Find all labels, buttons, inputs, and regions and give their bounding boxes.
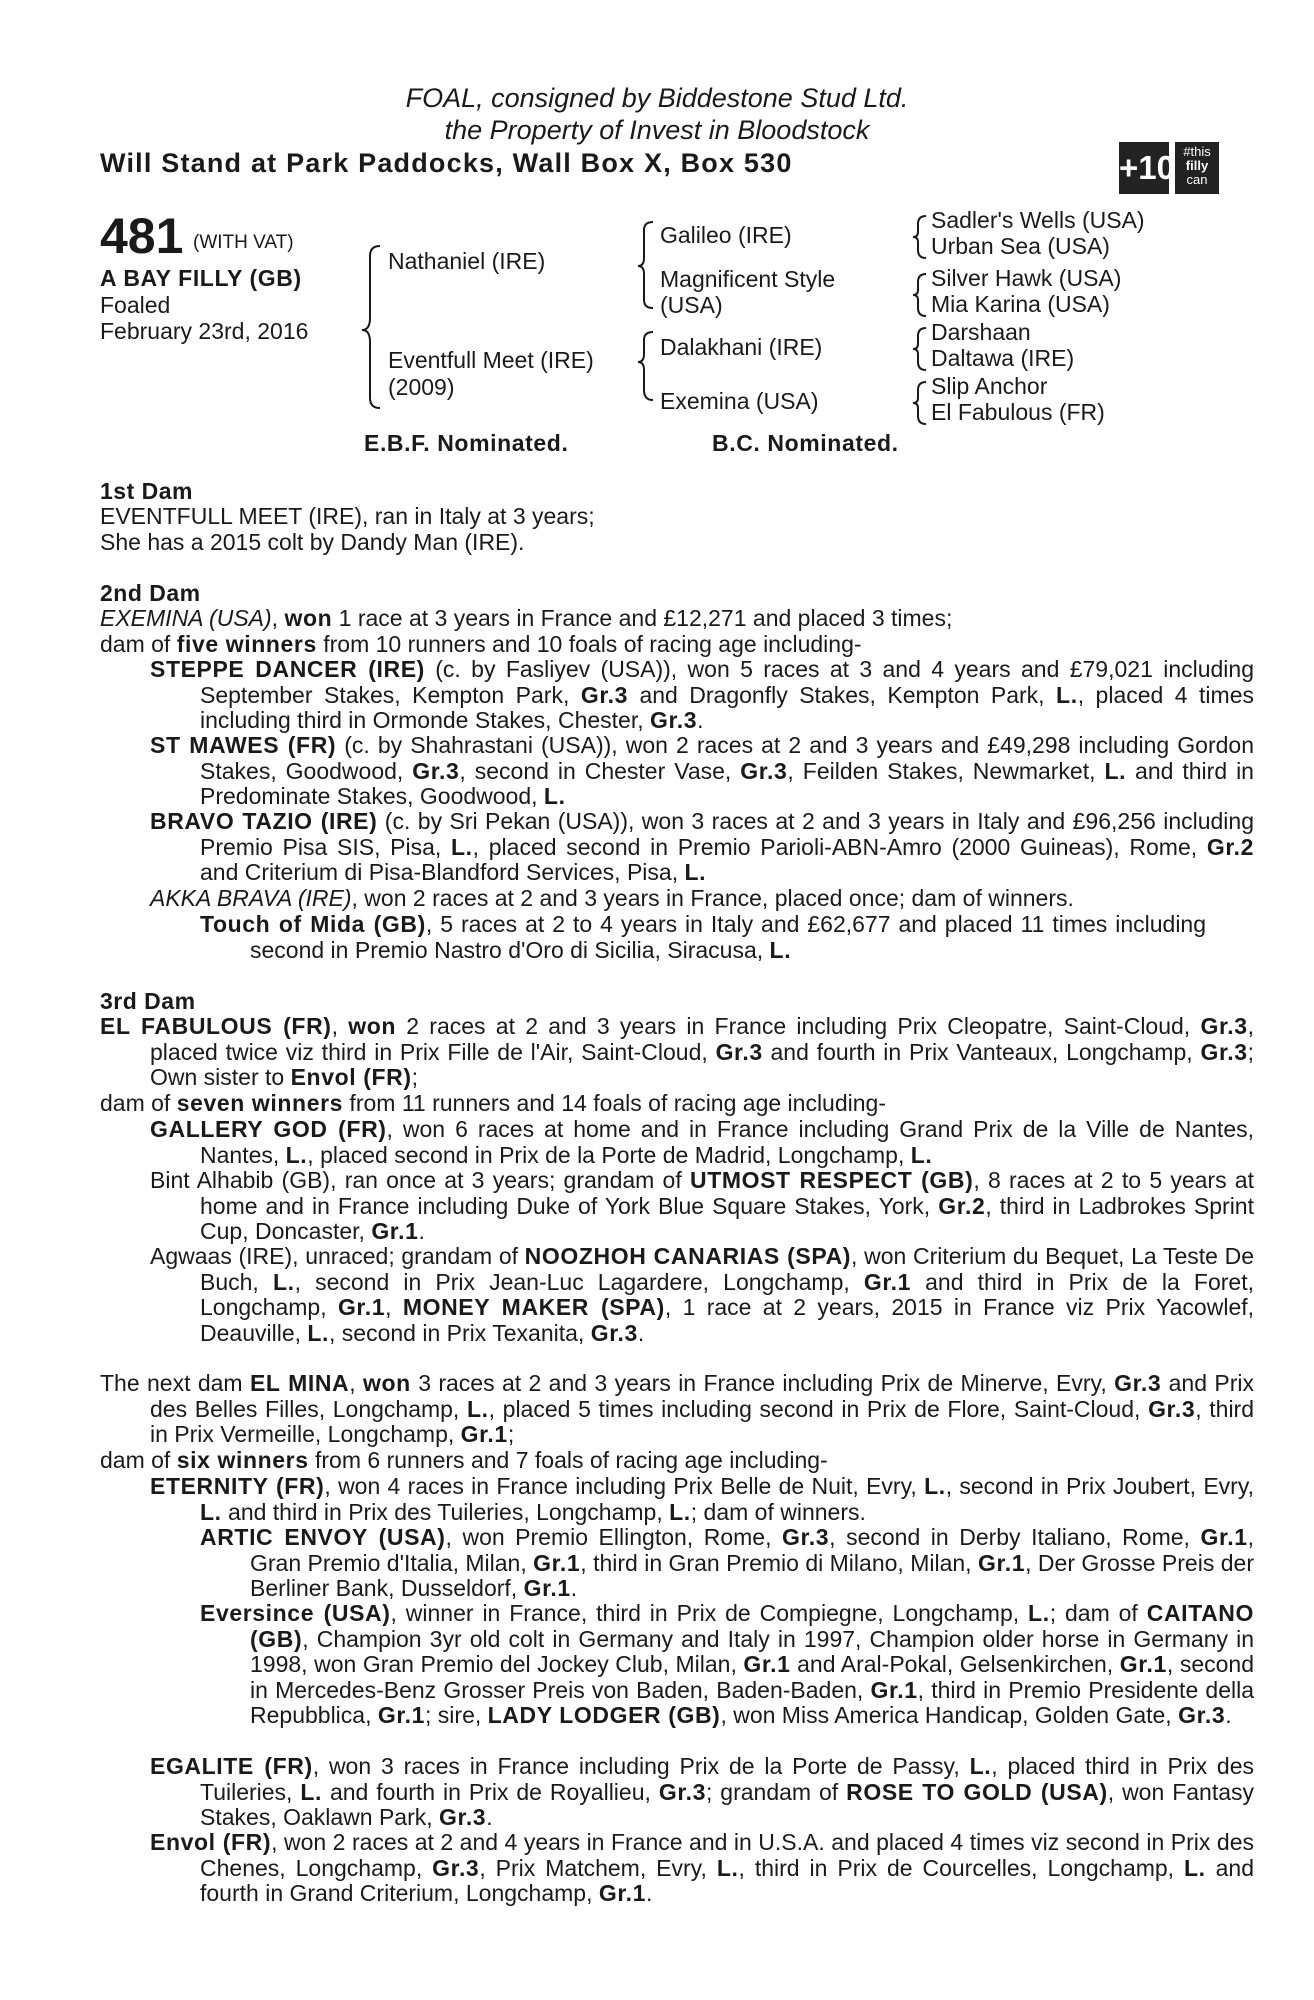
text: , won 3 races in France including Prix de la Porte de Passy,: [312, 1753, 970, 1779]
stand-location: Will Stand at Park Paddocks, Wall Box X, Box 530: [100, 148, 793, 178]
second-dam-name: EXEMINA (USA): [100, 605, 272, 631]
listed: L.: [285, 1141, 308, 1168]
listed: L.: [684, 859, 707, 886]
listed: L.: [307, 1319, 330, 1346]
progeny-envol: Envol (FR), won 2 races at 2 and 4 years in France and in U.S.A. and placed 4 times viz second in Prix des Chenes, Longchamp, Gr.3, Prix Matchem, Evry, L., third in Prix de Courcelles, Longchamp, L. and fourth in Grand Criterium, Longchamp, Gr.1.: [150, 1829, 1255, 1907]
progeny-eternity: [150, 1474, 1254, 1525]
grade: Gr.3: [590, 1319, 638, 1346]
text: , won 2 races at 2 and 3 years in France, placed once; dam of winners.: [351, 885, 1074, 911]
first-dam-line1: EVENTFULL MEET (IRE), ran in Italy at 3 years;: [100, 503, 595, 529]
text: (c. by Shahrastani (USA)), won 2 races at 2 and 3 years and £49,298 including Gordon Stakes, Goodwood,: [200, 732, 1254, 784]
third-dam-heading: 3rd Dam: [100, 988, 196, 1014]
text: , third in Premio Presidente della Repubblica,: [250, 1676, 1255, 1729]
progeny-gallery-god: [150, 1117, 1254, 1168]
text: and third in Prix de la Foret, Longchamp,: [200, 1268, 1254, 1321]
horse-name: GALLERY GOD (FR): [150, 1116, 387, 1142]
listed: L.: [769, 936, 792, 963]
progeny-egalite: EGALITE (FR), won 3 races in France including Prix de la Porte de Passy, L., placed third in Prix des Tuileries, L. and fourth in Prix de Royallieu, Gr.3; grandam of ROSE TO GOLD (USA), won Fantasy Stakes, Oaklawn Park, Gr.3.: [150, 1753, 1255, 1831]
grade: Gr.3: [658, 1778, 706, 1805]
text: , third in Prix de Courcelles, Longchamp,: [738, 1854, 1185, 1881]
text: , won 2 races at 2 and 4 years in France and in U.S.A. and placed 4 times viz second in Prix des Chenes, Longchamp,: [200, 1829, 1254, 1881]
first-dam-line2: She has a 2015 colt by Dandy Man (IRE).: [100, 529, 525, 555]
grade: Gr.1: [460, 1421, 508, 1448]
horse-name: ETERNITY (FR): [150, 1473, 325, 1499]
first-dam-heading: 1st Dam: [100, 478, 193, 504]
foaled-date: February 23rd, 2016: [100, 318, 309, 344]
gen3-5: Darshaan: [931, 319, 1031, 345]
sire-dam-line1: Magnificent Style: [660, 266, 836, 292]
text: from 10 runners and 10 foals of racing age including-: [316, 630, 862, 657]
grade: Gr.1: [598, 1880, 647, 1907]
grade: Gr.3: [782, 1524, 830, 1550]
listed: L.: [716, 1854, 739, 1881]
badge-text-3: can: [1186, 172, 1208, 187]
progeny-steppe-dancer: STEPPE DANCER (IRE) (c. by Fasliyev (USA)), won 5 races at 3 and 4 years and £79,021 including September Stakes, Kempton Park, Gr.3 and Dragonfly Stakes, Kempton Park, L., placed 4 times including third in Ormonde Stakes, Chester, Gr.3.: [150, 656, 1254, 734]
text: , won Criterium du Bequet, La Teste De Buch,: [200, 1243, 1254, 1295]
text: ,: [385, 1294, 403, 1321]
brace-dam: [638, 332, 653, 400]
third-dam-entry: EL FABULOUS (FR), won 2 races at 2 and 3 years in France including Prix Cleopatre, Saint-Cloud, Gr.3, placed twice viz third in Prix Fille de l'Air, Saint-Cloud, Gr.3 and fourth in Prix Vanteaux, Longchamp, Gr.3; Own sister to Envol (FR);: [100, 1013, 1254, 1091]
listed: L.: [1184, 1854, 1206, 1881]
grade: Gr.3: [1178, 1702, 1226, 1729]
badge-text-1: #this: [1183, 144, 1211, 159]
listed: L.: [300, 1778, 323, 1805]
grade: Gr.3: [715, 1038, 763, 1065]
listed: L.: [466, 1395, 489, 1422]
text: , won Premio Ellington, Rome,: [445, 1524, 782, 1550]
horse-name: EGALITE (FR): [150, 1753, 313, 1779]
text: ; grandam of: [705, 1778, 847, 1805]
dam-dam: Exemina (USA): [660, 388, 819, 414]
gen3-8: El Fabulous (FR): [931, 399, 1105, 425]
progeny-akka-brava: [150, 886, 1204, 912]
text: dam of: [100, 630, 177, 657]
grade: Gr.1: [337, 1294, 386, 1321]
grade: Gr.3: [1114, 1370, 1162, 1396]
sire-dam-line2: (USA): [660, 292, 723, 318]
text: , 8 races at 2 to 5 years at home and in France including Duke of York Blue Square Stakes, York,: [200, 1167, 1254, 1219]
grade: Gr.1: [743, 1651, 791, 1678]
text: , won 6 races at home and in France including Grand Prix de la Ville de Nantes, Nantes,: [200, 1116, 1254, 1168]
progeny-artic-envoy: ARTIC ENVOY (USA), won Premio Ellington, Rome, Gr.3, second in Derby Italiano, Rome, Gr.1, Gran Premio d'Italia, Milan, Gr.1, third in Gran Premio di Milano, Milan, Gr.1, Der Grosse Preis der Berliner Bank, Dusseldorf, Gr.1.: [200, 1524, 1255, 1602]
text: , Champion 3yr old colt in Germany and Italy in 1997, Champion older horse in Germany in 1998, won Gran Premio del Jockey Club, Milan,: [250, 1625, 1254, 1678]
text: and fourth in Prix Vanteaux, Longchamp,: [762, 1038, 1201, 1065]
horse-name: ROSE TO GOLD (USA): [846, 1778, 1108, 1805]
bc-nominated: B.C. Nominated.: [712, 430, 899, 456]
horse-name: CAITANO (GB): [250, 1600, 1254, 1652]
grade: Gr.1: [977, 1549, 1026, 1576]
text: and Prix des Belles Filles, Longchamp,: [150, 1370, 1254, 1422]
text: ;: [507, 1421, 515, 1448]
progeny-agwaas: Agwaas (IRE), unraced; grandam of NOOZHOH CANARIAS (SPA), won Criterium du Bequet, La Teste De Buch, L., second in Prix Jean-Luc Lagardere, Longchamp, Gr.1 and third in Prix de la Foret, Longchamp, Gr.1, MONEY MAKER (SPA), 1 race at 2 years, 2015 in France viz Prix Yacowlef, Deauville, L., second in Prix Texanita, Gr.3.: [150, 1243, 1255, 1346]
horse-name: BRAVO TAZIO (IRE): [150, 808, 378, 834]
text: , 1 race at 2 years, 2015 in France viz Prix Yacowlef, Deauville,: [200, 1294, 1255, 1346]
text: , placed twice viz third in Prix Fille de l'Air, Saint-Cloud,: [150, 1013, 1254, 1065]
text: , second in Mercedes-Benz Grosser Preis von Baden, Baden-Baden,: [250, 1651, 1254, 1703]
horse-name: MONEY MAKER (SPA): [402, 1294, 665, 1321]
sire-sire: Galileo (IRE): [660, 222, 792, 248]
text: , second in Prix Joubert, Evry,: [945, 1473, 1255, 1499]
plus-ten-logo: +10: [1119, 142, 1169, 194]
listed: L.: [1104, 757, 1127, 784]
text: , Der Grosse Preis der Berliner Bank, Dusseldorf,: [250, 1549, 1254, 1602]
text: (c. by Fasliyev (USA)), won 5 races at 3 and 4 years and £79,021 including September Stakes, Kempton Park,: [200, 656, 1254, 708]
horse-name: STEPPE DANCER (IRE): [150, 656, 425, 682]
text: , 5 races at 2 to 4 years in Italy and £62,677 and placed 11 times including second in Premio Nastro d'Oro di Sicilia, Siracusa,: [250, 911, 1207, 963]
horse-name: Envol (FR): [290, 1064, 412, 1091]
text: and fourth in Grand Criterium, Longchamp,: [200, 1854, 1255, 1907]
text: , placed second in Prix de la Porte de Madrid, Longchamp,: [307, 1141, 911, 1168]
listed: L.: [1028, 1600, 1050, 1626]
lot-number: 481: [100, 208, 184, 264]
gen3-4: Mia Karina (USA): [931, 291, 1110, 317]
grade: Gr.2: [1206, 833, 1254, 860]
grade: Gr.1: [1200, 1524, 1248, 1550]
horse-name: ARTIC ENVOY (USA): [200, 1524, 446, 1550]
text: Bint Alhabib (GB), ran once at 3 years; grandam of: [150, 1167, 690, 1193]
listed: L.: [272, 1268, 295, 1295]
text: The next dam: [100, 1370, 250, 1396]
dam-year: (2009): [388, 374, 455, 400]
grade: Gr.1: [377, 1702, 426, 1729]
next-dam-produce: [100, 1448, 828, 1474]
text: from 6 runners and 7 foals of racing age including-: [308, 1447, 828, 1473]
text: 3 races at 2 and 3 years in France including Prix de Minerve, Evry,: [410, 1370, 1115, 1396]
winners-count: five winners: [176, 630, 317, 657]
grade: Gr.3: [1200, 1013, 1248, 1039]
gen3-2: Urban Sea (USA): [931, 233, 1110, 259]
grade: Gr.1: [523, 1575, 571, 1602]
grade: Gr.3: [650, 707, 698, 734]
grade: Gr.3: [1148, 1395, 1196, 1422]
horse-name: Touch of Mida (GB): [200, 911, 426, 937]
third-dam-produce: [100, 1091, 886, 1117]
listed: L.: [543, 783, 566, 810]
horse-name: NOOZHOH CANARIAS (SPA): [524, 1243, 852, 1269]
text: ;: [411, 1064, 418, 1091]
text: and Dragonfly Stakes, Kempton Park,: [627, 681, 1057, 708]
progeny-bint-alhabib: Bint Alhabib (GB), ran once at 3 years; grandam of UTMOST RESPECT (GB), 8 races at 2 to 5 years at home and in France including Duke of York Blue Square Stakes, York, Gr.2, third in Ladbrokes Sprint Cup, Doncaster, Gr.1.: [150, 1167, 1254, 1245]
grade: Gr.3: [740, 757, 788, 784]
horse-name: Eversince (USA): [200, 1600, 391, 1626]
text: , second in Derby Italiano, Rome,: [829, 1524, 1201, 1550]
won-label: won: [363, 1370, 411, 1396]
progeny-touch-of-mida: [200, 912, 1206, 963]
text: , placed second in Premio Parioli-ABN-Amro (2000 Guineas), Rome,: [472, 833, 1207, 860]
horse-name: UTMOST RESPECT (GB): [689, 1167, 974, 1193]
text: 2 races at 2 and 3 years in France including Prix Cleopatre, Saint-Cloud,: [396, 1013, 1201, 1039]
text: , third in Gran Premio di Milano, Milan,: [580, 1549, 978, 1576]
text: , third in Ladbrokes Sprint Cup, Doncaster,: [200, 1192, 1254, 1245]
listed: L.: [910, 1141, 933, 1168]
grade: Gr.1: [371, 1218, 419, 1245]
grade: Gr.3: [1200, 1038, 1248, 1065]
grade: Gr.3: [432, 1854, 480, 1881]
text: , second in Prix Texanita,: [329, 1319, 591, 1346]
text: ; dam of winners.: [690, 1498, 866, 1525]
text: , Feilden Stakes, Newmarket,: [787, 757, 1105, 784]
lot-title: A BAY FILLY (GB): [100, 265, 302, 291]
listed: L.: [451, 833, 473, 860]
second-dam-entry: EXEMINA (USA), won 1 race at 3 years in France and £12,271 and placed 3 times; dam of five winners from 10 runners and 10 foals of racing age including-: [100, 605, 953, 657]
grade: Gr.1: [870, 1676, 918, 1703]
grade: Gr.1: [863, 1268, 912, 1295]
horse-name: EL FABULOUS (FR): [100, 1013, 332, 1039]
next-dam-entry: The next dam EL MINA, won 3 races at 2 and 3 years in France including Prix de Minerve, Evry, Gr.3 and Prix des Belles Filles, Longchamp, L., placed 5 times including second in Prix de Flore, Saint-Cloud, Gr.3, third in Prix Vermeille, Longchamp, Gr.1;: [100, 1370, 1254, 1448]
horse-name: ST MAWES (FR): [150, 732, 337, 758]
brace-main: [362, 246, 380, 408]
dam-name: Eventfull Meet (IRE): [388, 347, 594, 373]
horse-name: AKKA BRAVA (IRE): [150, 885, 352, 911]
horse-name: EL MINA: [249, 1370, 350, 1396]
ebf-nominated: E.B.F. Nominated.: [364, 430, 569, 456]
brace-g4: [913, 382, 926, 424]
text: Agwaas (IRE), unraced; grandam of: [150, 1243, 525, 1269]
grade: Gr.2: [938, 1192, 986, 1219]
text: and fourth in Prix de Royallieu,: [322, 1778, 659, 1805]
text: , placed 4 times including third in Ormonde Stakes, Chester,: [200, 681, 1254, 734]
header-consignor: FOAL, consigned by Biddestone Stud Ltd.: [405, 83, 909, 113]
text: ; sire,: [425, 1702, 488, 1729]
text: ; Own sister to: [150, 1038, 1254, 1091]
text: , second in Chester Vase,: [459, 757, 741, 784]
listed: L.: [1056, 681, 1078, 708]
text: , Prix Matchem, Evry,: [479, 1854, 717, 1881]
gen3-7: Slip Anchor: [931, 373, 1048, 399]
text: and third in Predominate Stakes, Goodwood,: [200, 757, 1254, 810]
text: and third in Prix des Tuileries, Longchamp,: [221, 1498, 670, 1525]
foaled-label: Foaled: [100, 292, 171, 318]
vat-note: (WITH VAT): [193, 232, 294, 253]
gen3-6: Daltawa (IRE): [931, 345, 1075, 371]
progeny-eversince: Eversince (USA), winner in France, third in Prix de Compiegne, Longchamp, L.; dam of CAITANO (GB), Champion 3yr old colt in Germany and Italy in 1997, Champion older horse in Germany in 1998, won Gran Premio del Jockey Club, Milan, Gr.1 and Aral-Pokal, Gelsenkirchen, Gr.1, second in Mercedes-Benz Grosser Preis von Baden, Baden-Baden, Gr.1, third in Premio Presidente della Repubblica, Gr.1; sire, LADY LODGER (GB), won Miss America Handicap, Golden Gate, Gr.3.: [200, 1600, 1255, 1729]
brace-g3: [913, 328, 926, 370]
grade: Gr.1: [1119, 1651, 1167, 1678]
listed: L.: [969, 1753, 992, 1779]
text: , winner in France, third in Prix de Compiegne, Longchamp,: [390, 1600, 1029, 1626]
text: and Aral-Pokal, Gelsenkirchen,: [790, 1651, 1120, 1678]
text: , won Fantasy Stakes, Oaklawn Park,: [200, 1778, 1255, 1831]
grade: Gr.3: [439, 1804, 487, 1831]
progeny-st-mawes: [150, 733, 1254, 810]
horse-name: Envol (FR): [150, 1829, 272, 1855]
brace-g2: [913, 274, 926, 316]
text: , placed 5 times including second in Prix de Flore, Saint-Cloud,: [488, 1395, 1149, 1422]
grade: Gr.1: [533, 1549, 581, 1576]
listed: L.: [200, 1498, 222, 1525]
listed: L.: [669, 1498, 691, 1525]
text: , won Miss America Handicap, Golden Gate,: [720, 1702, 1179, 1729]
won-label: won: [284, 605, 333, 631]
gen3-1: Sadler's Wells (USA): [931, 207, 1145, 233]
text: ; dam of: [1049, 1600, 1147, 1626]
grade: Gr.3: [580, 681, 628, 708]
gen3-3: Silver Hawk (USA): [931, 265, 1122, 291]
brace-sire: [638, 222, 653, 308]
horse-name: LADY LODGER (GB): [487, 1702, 721, 1729]
grade: Gr.3: [412, 757, 460, 784]
text: dam of: [100, 1447, 177, 1473]
brace-g1: [913, 216, 926, 258]
text: from 11 runners and 14 foals of racing age including-: [343, 1090, 886, 1116]
text: , second in Prix Jean-Luc Lagardere, Longchamp,: [294, 1268, 864, 1295]
won-label: won: [348, 1013, 396, 1039]
text: (c. by Sri Pekan (USA)), won 3 races at 2 and 3 years in Italy and £96,256 including Premio Pisa SIS, Pisa,: [200, 808, 1255, 860]
text: , placed third in Prix des Tuileries,: [200, 1753, 1254, 1805]
dam-sire: Dalakhani (IRE): [660, 334, 823, 360]
text: 1 race at 3 years in France and £12,271 and placed 3 times;: [332, 605, 953, 631]
text: and Criterium di Pisa-Blandford Services, Pisa,: [200, 859, 685, 886]
text: , Gran Premio d'Italia, Milan,: [250, 1524, 1255, 1576]
listed: L.: [924, 1473, 946, 1499]
second-dam-heading: 2nd Dam: [100, 580, 201, 606]
badge-text-2: filly: [1185, 158, 1209, 173]
sire-name: Nathaniel (IRE): [388, 248, 546, 274]
winners-count: six winners: [176, 1447, 309, 1473]
progeny-bravo-tazio: [150, 809, 1254, 886]
winners-count: seven winners: [176, 1090, 344, 1116]
header-property: the Property of Invest in Bloodstock: [444, 115, 870, 145]
text: , won 4 races in France including Prix Belle de Nuit, Evry,: [324, 1473, 925, 1499]
text: , third in Prix Vermeille, Longchamp,: [150, 1395, 1254, 1448]
text: dam of: [100, 1090, 177, 1116]
